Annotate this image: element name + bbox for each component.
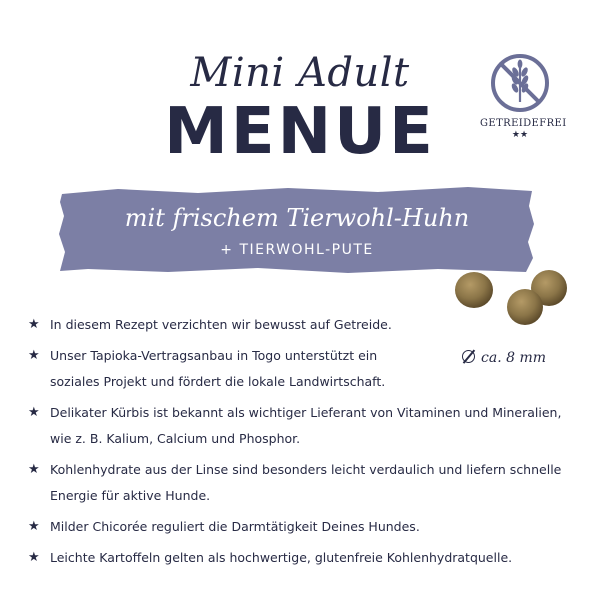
feature-item [28, 312, 568, 338]
feature-text: Leichte Kartoffeln gelten als hochwertige, glutenfreie Kohlenhydratquelle. [50, 550, 513, 565]
kibble-left [455, 272, 493, 308]
feature-text: Delikater Kürbis ist bekannt als wichtiger Lieferant von Vitaminen und Mineralien, wie z. B. Kalium, Calcium und Phosphor. [50, 405, 562, 446]
star-bullet-icon: ★ [28, 550, 40, 565]
banner-headline: mit frischem Tierwohl-Huhn [124, 204, 470, 232]
feature-item [28, 457, 568, 509]
page-title: MENUE [164, 95, 436, 169]
feature-item [28, 514, 568, 540]
star-bullet-icon: ★ [28, 519, 40, 534]
feature-text: Kohlenhydrate aus der Linse sind besonders leicht verdaulich und liefern schnelle Energie für aktive Hunde. [50, 462, 562, 503]
star-bullet-icon: ★ [28, 317, 40, 332]
grain-free-icon [489, 52, 551, 114]
title-script: Mini Adult [190, 50, 410, 96]
feature-item [28, 343, 410, 395]
feature-text: Unser Tapioka-Vertragsanbau in Togo unterstützt ein soziales Projekt und fördert die lokale Landwirtschaft. [50, 348, 386, 389]
subtitle-banner [58, 186, 536, 274]
feature-list [28, 312, 568, 576]
badge-label: GETREIDEFREI [480, 118, 567, 129]
feature-text: In diesem Rezept verzichten wir bewusst auf Getreide. [50, 317, 392, 332]
feature-item [28, 400, 568, 452]
banner-subline: + TIERWOHL-PUTE [220, 242, 374, 258]
badge-stars: ★★ [511, 130, 529, 140]
grain-free-badge [480, 52, 567, 162]
feature-item [28, 545, 568, 571]
kibble-size-value: ca. 8 mm [481, 350, 546, 366]
star-bullet-icon: ★ [28, 348, 40, 363]
star-bullet-icon: ★ [28, 405, 40, 420]
star-bullet-icon: ★ [28, 462, 40, 477]
feature-text: Milder Chicorée reguliert die Darmtätigkeit Deines Hundes. [50, 519, 420, 534]
